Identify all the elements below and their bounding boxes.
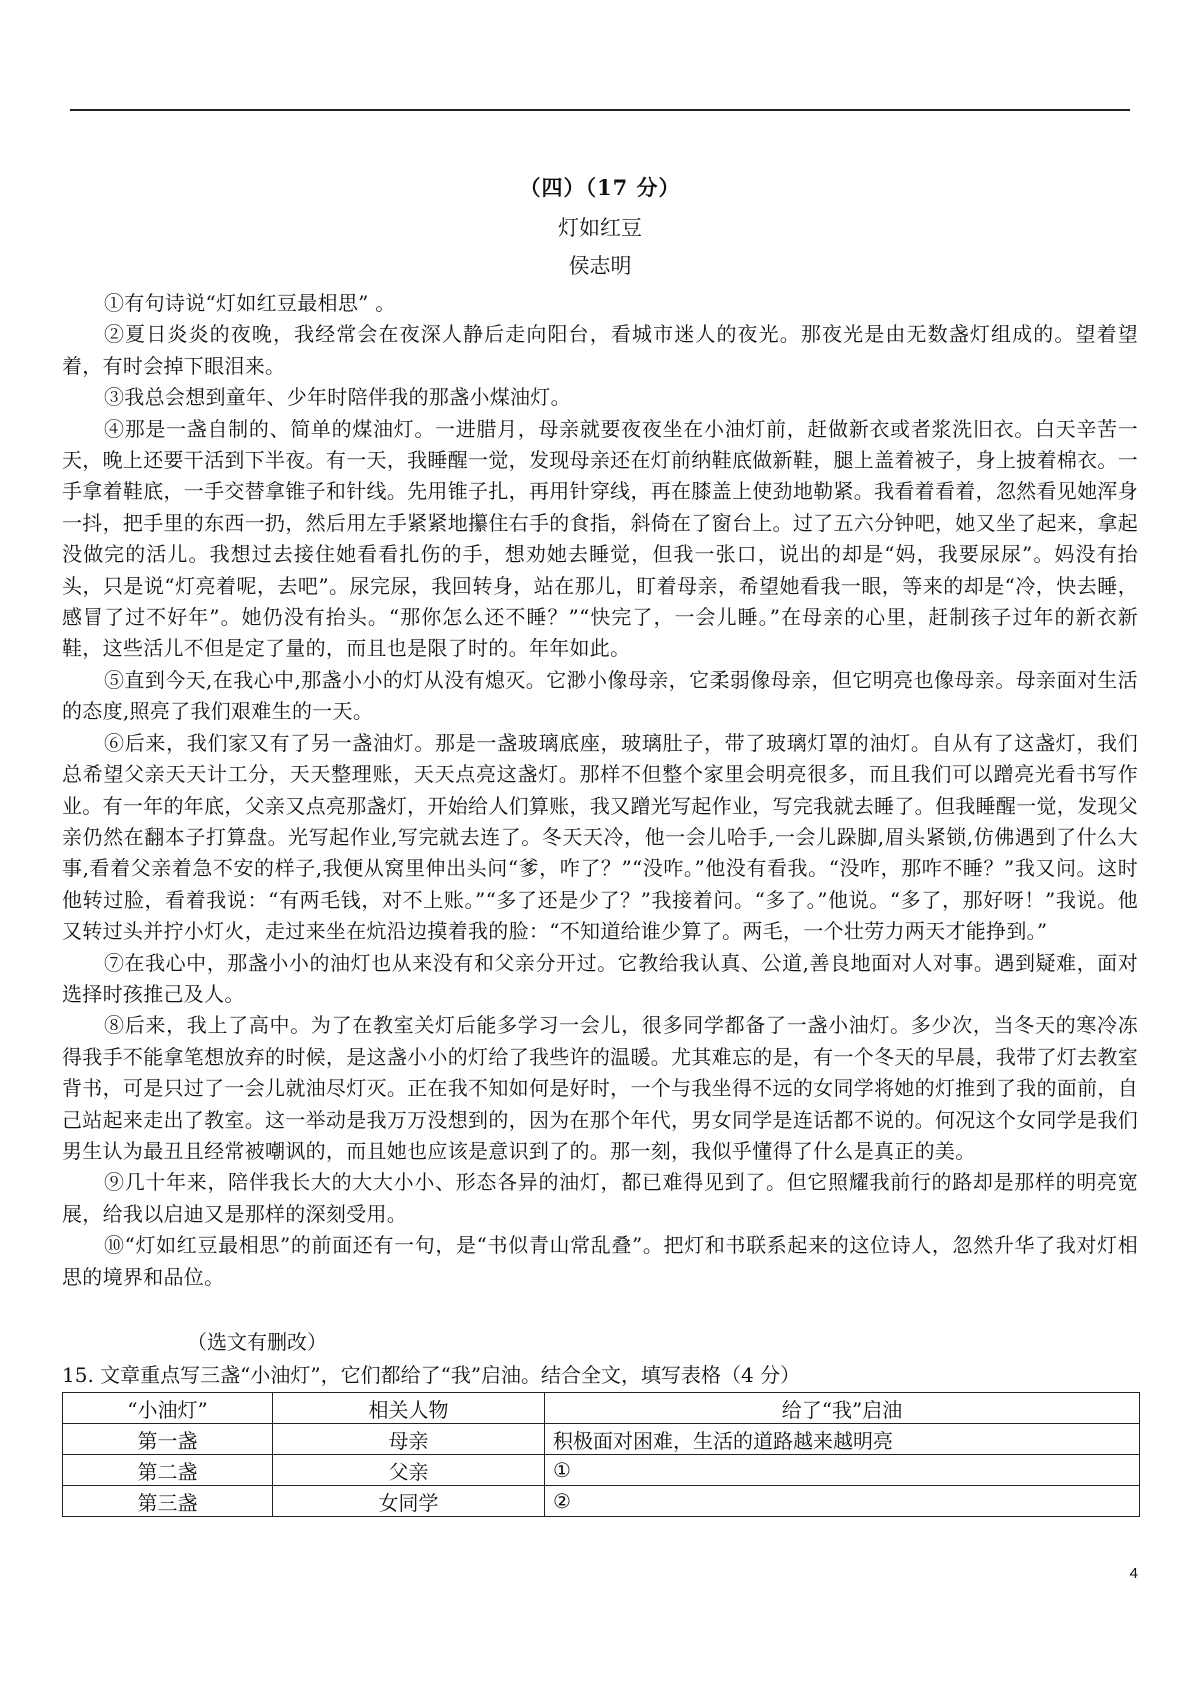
- table-cell: 父亲: [273, 1455, 545, 1486]
- paragraph-6: ⑥后来，我们家又有了另一盏油灯。那是一盏玻璃底座，玻璃肚子，带了玻璃灯罩的油灯。自从有了这盏灯，我们总希望父亲天天计工分，天天整理账，天天点亮这盏灯。那样不但整个家里会明亮很多，而且我们可以蹭亮光看书写作业。有一年的年底，父亲又点亮那盏灯，开始给人们算账，我又蹭光写起作业，写完我就去睡了。但我睡醒一觉，发现父亲仍然在翻本子打算盘。光写起作业,写完就去连了。冬天天冷，他一会儿哈手,一会儿跺脚,眉头紧锁,仿佛遇到了什么大事,看着父亲着急不安的样子,我便从窝里伸出头问“爹，咋了？”“没咋。”他没有看我。“没咋，那咋不睡？”我又问。这时他转过脸，看着我说：“有两毛钱，对不上账。”“多了还是少了？”我接着问。“多了。”他说。“多了，那好呀！”我说。他又转过头并拧小灯火，走过来坐在炕沿边摸着我的脸：“不知道给谁少算了。两毛，一个壮劳力两天才能挣到。”: [62, 730, 1138, 944]
- source-note: （选文有删改）: [187, 1330, 327, 1354]
- paragraph-5: ⑤直到今天,在我心中,那盏小小的灯从没有熄灭。它渺小像母亲，它柔弱像母亲，但它明亮也像母亲。母亲面对生活的态度,照亮了我们艰难生的一天。: [62, 667, 1138, 724]
- answer-table: [62, 1392, 1140, 1517]
- table-row: [63, 1455, 1140, 1486]
- table-cell: 女同学: [273, 1486, 545, 1517]
- table-cell: 第一盏: [63, 1424, 273, 1455]
- page-number: 4: [1129, 1565, 1138, 1582]
- paragraph-9: ⑨几十年来，陪伴我长大的大大小小、形态各异的油灯，都已难得见到了。但它照耀我前行的路却是那样的明亮宽展，给我以启迪又是那样的深刻受用。: [62, 1170, 1138, 1226]
- question-15: 15. 文章重点写三盏“小油灯”，它们都给了“我”启油。结合全文，填写表格（4 分）: [62, 1363, 801, 1387]
- answer-blank-2[interactable]: ②: [545, 1486, 1140, 1517]
- table-row: [63, 1424, 1140, 1455]
- paragraph-2: ②夏日炎炎的夜晚，我经常会在夜深人静后走向阳台，看城市迷人的夜光。那夜光是由无数盏灯组成的。望着望着，有时会掉下眼泪来。: [62, 322, 1138, 378]
- answer-blank-1[interactable]: ①: [545, 1455, 1140, 1486]
- table-header-cell: 相关人物: [273, 1393, 545, 1424]
- paragraph-3: ③我总会想到童年、少年时陪伴我的那盏小煤油灯。: [104, 385, 571, 410]
- table-cell: 第三盏: [63, 1486, 273, 1517]
- section-title: （四）（17 分）: [519, 175, 681, 200]
- table-header-cell: 给了“我”启油: [545, 1393, 1140, 1424]
- paragraph-7: ⑦在我心中，那盏小小的油灯也从来没有和父亲分开过。它教给我认真、公道,善良地面对人对事。遇到疑难，面对选择时孩推己及人。: [62, 950, 1138, 1006]
- table-cell: 积极面对困难，生活的道路越来越明亮: [545, 1424, 1140, 1455]
- table-row: [63, 1486, 1140, 1517]
- paragraph-1: ①有句诗说“灯如红豆最相思” 。: [104, 291, 396, 315]
- paragraph-10: ⑩“灯如红豆最相思”的前面还有一句，是“书似青山常乱叠”。把灯和书联系起来的这位诗人，忽然升华了我对灯相思的境界和品位。: [62, 1233, 1138, 1289]
- document-body: [62, 172, 1138, 1517]
- header-rule: [70, 109, 1130, 111]
- table-header-row: [63, 1393, 1140, 1424]
- paragraph-8: ⑧后来，我上了高中。为了在教室关灯后能多学习一会儿，很多同学都备了一盏小油灯。多少次，当冬天的寒冷冻得我手不能拿笔想放弃的时候，是这盏小小的灯给了我些许的温暖。尤其难忘的是，有一个冬天的早晨，我带了灯去教室背书，可是只过了一会儿就油尽灯灭。正在我不知如何是好时，一个与我坐得不远的女同学将她的灯推到了我的面前，自己站起来走出了教室。这一举动是我万万没想到的，因为在那个年代，男女同学是连话都不说的。何况这个女同学是我们男生认为最丑且经常被嘲讽的，而且她也应该是意识到了的。那一刻，我似乎懂得了什么是真正的美。: [62, 1013, 1138, 1163]
- table-cell: 第二盏: [63, 1455, 273, 1486]
- table-cell: 母亲: [273, 1424, 545, 1455]
- paragraph-4: ④那是一盏自制的、简单的煤油灯。一进腊月，母亲就要夜夜坐在小油灯前，赶做新衣或者浆洗旧衣。白天辛苦一天，晚上还要干活到下半夜。有一天，我睡醒一觉，发现母亲还在灯前纳鞋底做新鞋，腿上盖着被子，身上披着棉衣。一手拿着鞋底，一手交替拿锥子和针线。先用锥子扎，再用针穿线，再在膝盖上使劲地勒紧。我看着看着，忽然看见她浑身一抖，把手里的东西一扔，然后用左手紧紧地攥住右手的食指，斜倚在了窗台上。过了五六分钟吧，她又坐了起来，拿起没做完的活儿。我想过去接住她看看扎伤的手，想劝她去睡觉，但我一张口，说出的却是“妈，我要尿尿”。妈没有抬头，只是说“灯亮着呢，去吧”。尿完尿，我回转身，站在那儿，盯着母亲，希望她看我一眼，等来的却是“冷，快去睡，感冒了过不好年”。她仍没有抬头。“那你怎么还不睡？”“快完了，一会儿睡。”在母亲的心里，赶制孩子过年的新衣新鞋，这些活儿不但是定了量的，而且也是限了时的。年年如此。: [62, 416, 1138, 661]
- article-title: 灯如红豆: [558, 216, 642, 240]
- article-author: 侯志明: [568, 254, 632, 278]
- table-header-cell: “小油灯”: [63, 1393, 273, 1424]
